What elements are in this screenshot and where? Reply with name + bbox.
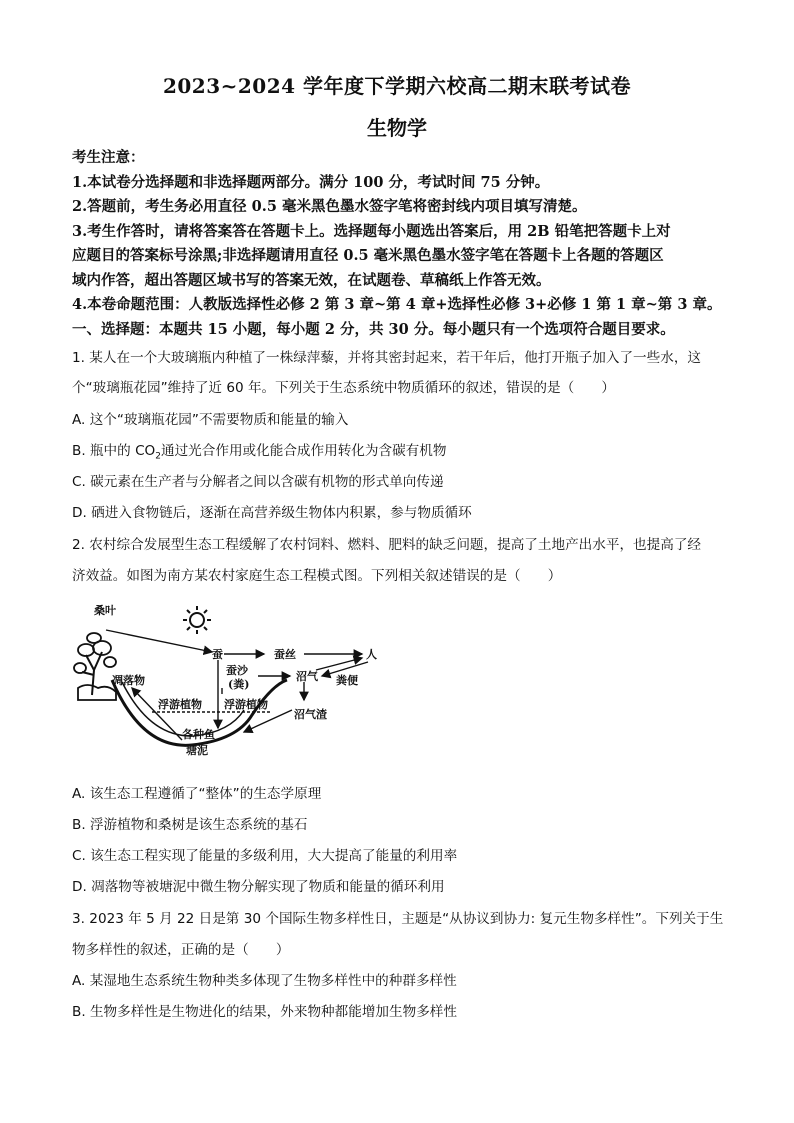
q3-option-a: A. 某湿地生态系统生物种类多体现了生物多样性中的种群多样性: [72, 973, 457, 989]
diagram-label-litter: 凋落物: [112, 674, 145, 687]
q1-option-b-pre: B. 瓶中的 CO: [72, 443, 156, 459]
q1-stem-line1: 1. 某人在一个大玻璃瓶内种植了一株绿萍藜，并将其密封起来，若干年后，他打开瓶子加入了一些水，这: [72, 350, 702, 366]
q1-option-b-post: 通过光合作用或化能合成作用转化为含碳有机物: [161, 443, 447, 459]
eco-engineering-diagram: [72, 600, 392, 760]
q1-option-a: A. 这个“玻璃瓶花园”不需要物质和能量的输入: [72, 412, 349, 428]
diagram-label-plankton-left: 浮游植物: [158, 698, 202, 711]
q2-stem-line2: 济效益。如图为南方某农村家庭生态工程模式图。下列相关叙述错误的是（ ）: [72, 568, 562, 584]
sun-icon: [183, 606, 211, 634]
diagram-label-silk: 蚕丝: [274, 648, 296, 661]
q2-option-b: B. 浮游植物和桑树是该生态系统的基石: [72, 817, 308, 833]
q1-option-c: C. 碳元素在生产者与分解者之间以含碳有机物的形式单向传递: [72, 474, 444, 490]
q1-option-b-sub: 2: [155, 451, 161, 462]
diagram-label-plankton-right: 浮游植物: [224, 698, 268, 711]
q3-stem-line1: 3. 2023 年 5 月 22 日是第 30 个国际生物多样性日，主题是“从协议到协力: 复元生物多样性”。下列关于生: [72, 911, 724, 927]
diagram-label-droppings: 蚕沙: [226, 664, 248, 677]
diagram-label-silkworm: 蚕: [212, 648, 223, 661]
q2-stem-line1: 2. 农村综合发展型生态工程缓解了农村饲料、燃料、肥料的缺乏问题，提高了土地产出水平，也提高了经: [72, 537, 702, 553]
q2-option-c: C. 该生态工程实现了能量的多级利用，大大提高了能量的利用率: [72, 848, 458, 864]
exam-notes: [72, 146, 732, 342]
notes-line: 2.答题前，考生务必用直径 0.5 毫米黑色墨水签字笔将密封线内项目填写清楚。: [72, 198, 587, 215]
q2-option-d: D. 凋落物等被塘泥中微生物分解实现了物质和能量的循环利用: [72, 879, 445, 895]
diagram-label-excrement: 粪便: [336, 674, 358, 687]
notes-line: 1.本试卷分选择题和非选择题两部分。满分 100 分，考试时间 75 分钟。: [72, 173, 550, 191]
diagram-label-human: 人: [366, 648, 377, 661]
diagram-label-biogas: 沼气: [296, 670, 318, 683]
q1-option-b: [72, 441, 732, 467]
notes-line: 3.考生作答时，请将答案答在答题卡上。选择题每小题选出答案后，用 2B 铅笔把答题卡上对: [72, 222, 671, 240]
q1-stem-line2: 个“玻璃瓶花园”维持了近 60 年。下列关于生态系统中物质循环的叙述，错误的是（ ）: [72, 380, 615, 396]
section-heading: 一、选择题：本题共 15 小题，每小题 2 分，共 30 分。每小题只有一个选项符合题目要求。: [72, 320, 675, 338]
subject-title: 生物学: [367, 116, 427, 140]
notes-heading: 考生注意：: [72, 149, 145, 166]
q3-option-b: B. 生物多样性是生物进化的结果，外来物种都能增加生物多样性: [72, 1004, 457, 1020]
q3-stem-line2: 物多样性的叙述，正确的是（ ）: [72, 942, 290, 958]
q1-option-d: D. 硒进入食物链后，逐渐在高营养级生物体内积累，参与物质循环: [72, 505, 472, 521]
exam-title: 2023~2024 学年度下学期六校高二期末联考试卷: [162, 74, 632, 98]
diagram-label-fish: 各种鱼: [182, 728, 215, 741]
diagram-label-mulberry: 桑叶: [94, 604, 116, 617]
diagram-label-droppings-note: (粪): [228, 678, 250, 691]
diagram-label-pond-mud: 塘泥: [186, 744, 208, 757]
notes-line: 应题目的答案标号涂黑;非选择题请用直径 0.5 毫米黑色墨水签字笔在答题卡上各题的答题区: [72, 247, 664, 264]
notes-line: 4.本卷命题范围：人教版选择性必修 2 第 3 章~第 4 章+选择性必修 3+必修 1 第 1 章~第 3 章。: [72, 296, 722, 313]
notes-line: 域内作答，超出答题区域书写的答案无效，在试题卷、草稿纸上作答无效。: [72, 271, 551, 289]
q2-option-a: A. 该生态工程遵循了“整体”的生态学原理: [72, 786, 322, 802]
mulberry-tree-icon: [74, 633, 116, 700]
diagram-label-biogas-residue: 沼气渣: [294, 708, 327, 721]
